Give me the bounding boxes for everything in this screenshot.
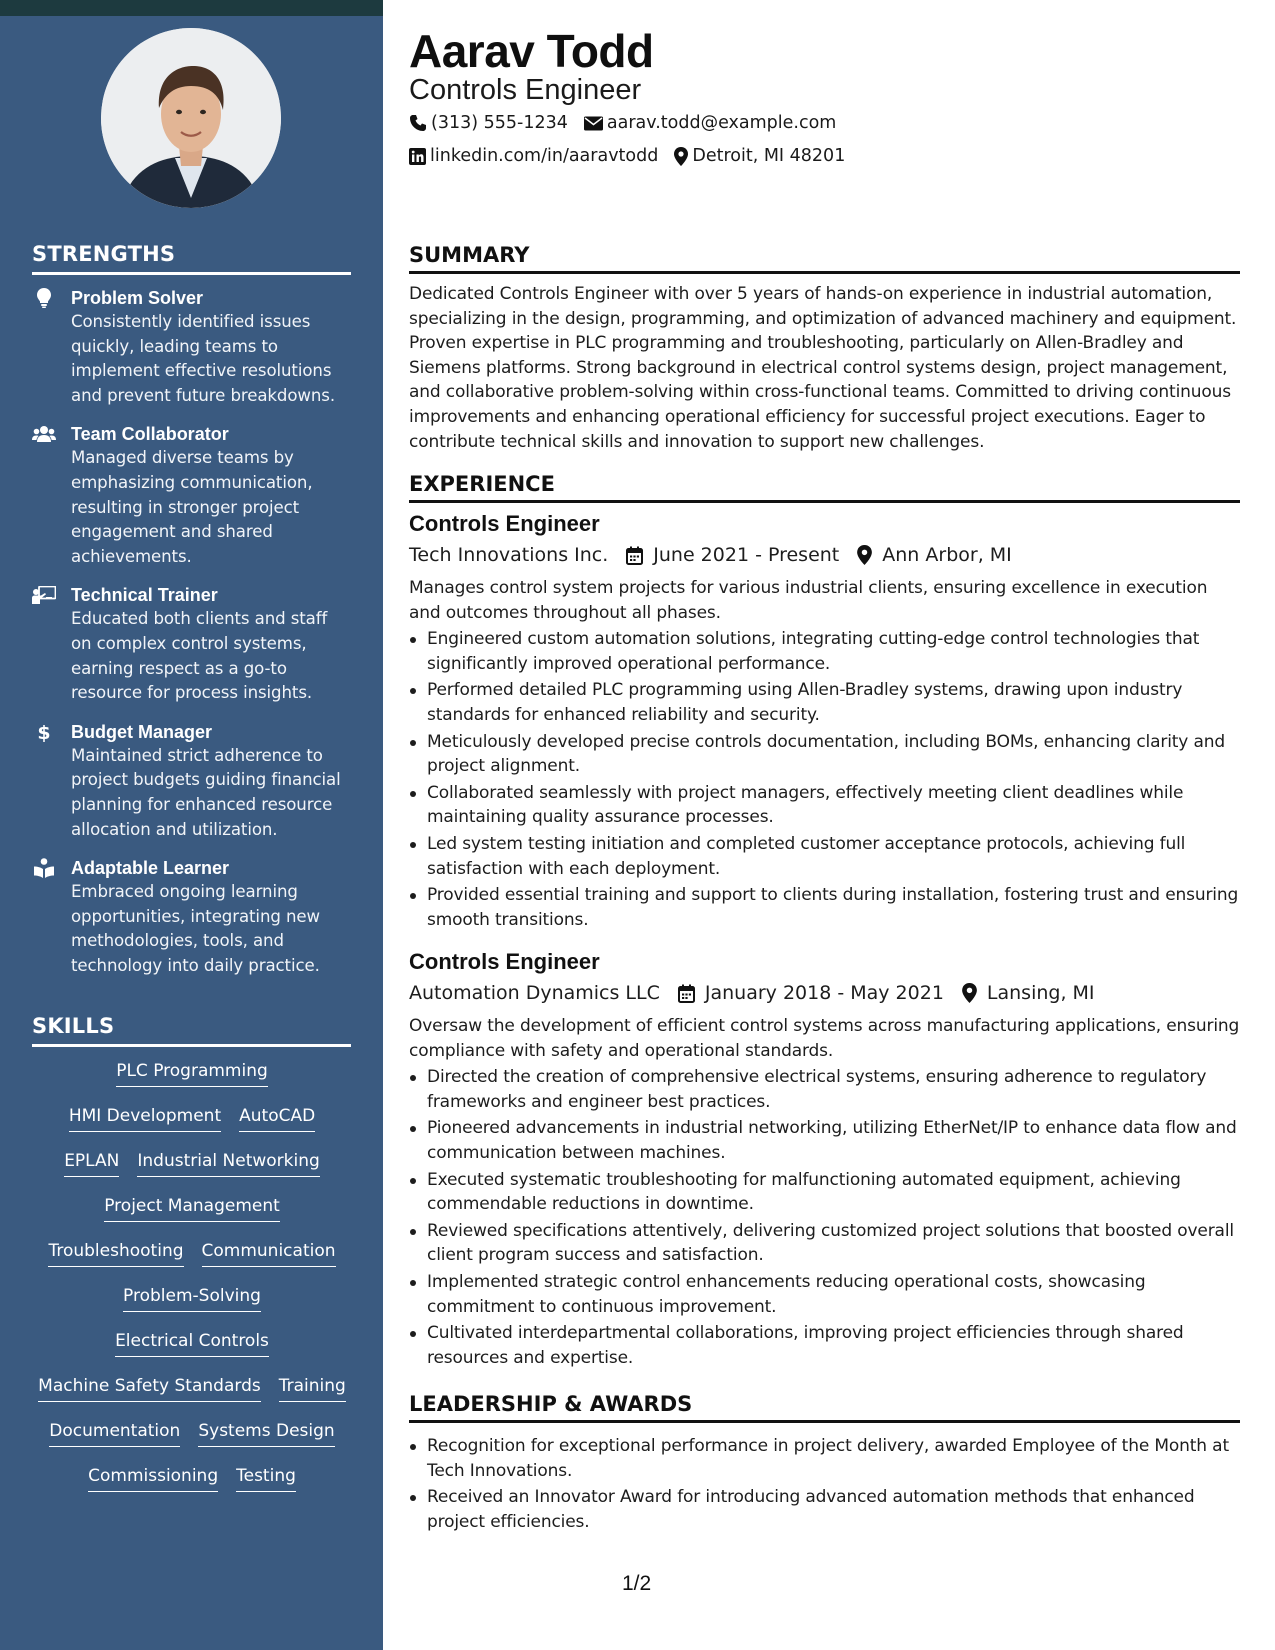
skills-heading: SKILLS [32, 1014, 351, 1047]
strength-title: Technical Trainer [71, 585, 218, 606]
users-icon [32, 424, 56, 444]
strength-title: Problem Solver [71, 288, 204, 308]
job-dates: June 2021 - Present [653, 544, 840, 566]
company-name: Tech Innovations Inc. [409, 544, 609, 566]
leadership-list [409, 1432, 1240, 1534]
experience-heading: EXPERIENCE [409, 472, 1240, 503]
list-item: Implemented strategic control enhancements reducing operational costs, showcasing commitment to continuous improvement. [409, 1270, 1240, 1319]
strength-description: Managed diverse teams by emphasizing communication, resulting in stronger project engagement and shared achievements. [71, 448, 313, 566]
list-item: Received an Innovator Award for introducing advanced automation methods that enhanced project efficiencies. [409, 1485, 1240, 1534]
list-item: Pioneered advancements in industrial networking, utilizing EtherNet/IP to enhance data flow and communication between machines. [409, 1116, 1240, 1165]
skill-tag: AutoCAD [239, 1105, 315, 1132]
list-item: Directed the creation of comprehensive electrical systems, ensuring adherence to regulatory frameworks and engineer best practices. [409, 1065, 1240, 1114]
skill-row [32, 1465, 352, 1510]
skills-list [32, 1060, 352, 1510]
job-dates: January 2018 - May 2021 [704, 982, 944, 1004]
lightbulb-icon [32, 288, 56, 308]
skill-tag: Machine Safety Standards [38, 1375, 261, 1402]
calendar-icon [626, 546, 643, 565]
skill-row [32, 1195, 352, 1240]
strength-item [32, 856, 352, 978]
company-name: Automation Dynamics LLC [409, 982, 660, 1004]
list-item: Performed detailed PLC programming using Allen-Bradley systems, drawing upon industry standards for enhanced reliability and security. [409, 678, 1240, 727]
location-text: Detroit, MI 48201 [692, 146, 846, 166]
email-text: aarav.todd@example.com [606, 113, 837, 133]
job-entry-title: Controls Engineer [409, 511, 600, 536]
map-marker-icon [962, 983, 977, 1003]
candidate-name: Aarav Todd [409, 25, 654, 77]
list-item: Reviewed specifications attentively, delivering customized project solutions that boosted overall client program success and satisfaction. [409, 1219, 1240, 1268]
phone-text: (313) 555-1234 [431, 113, 568, 133]
job-title: Controls Engineer [409, 74, 642, 106]
skill-tag: Testing [236, 1465, 296, 1492]
list-item: Led system testing initiation and completed customer acceptance protocols, achieving full satisfaction with each deployment. [409, 832, 1240, 881]
skill-tag: HMI Development [69, 1105, 221, 1132]
skill-tag: Industrial Networking [137, 1150, 319, 1177]
contact-row [409, 146, 861, 166]
strength-title: Budget Manager [71, 721, 213, 742]
summary-text: Dedicated Controls Engineer with over 5 years of hands-on experience in industrial automation, specializing in the design, programming, and optimization of advanced machinery and equipment. Proven expertise in PLC programming and troubleshooting, particularly on Allen-Bradley and Siemens platforms. Strong background in electrical control systems design, project management, and collaborative problem-solving within cross-functional teams. Committed to driving continuous improvements and enhancing operational efficiency for successful project executions. Eager to contribute technical skills and innovation to support new challenges. [409, 284, 1237, 452]
strength-description: Consistently identified issues quickly, leading teams to implement effective resolutions and prevent future breakdowns. [71, 312, 336, 405]
linkedin-text: linkedin.com/in/aaravtodd [430, 146, 659, 166]
phone-contact[interactable] [409, 113, 568, 133]
strength-description: Embraced ongoing learning opportunities, integrating new methodologies, tools, and technology into daily practice. [71, 882, 320, 975]
job-location: Ann Arbor, MI [882, 544, 1012, 566]
list-item: Provided essential training and support to clients during installation, fostering trust and ensuring smooth transitions. [409, 883, 1240, 932]
strength-item [32, 422, 352, 569]
skill-row [32, 1375, 352, 1420]
skill-tag: PLC Programming [116, 1060, 268, 1087]
job-bullets [409, 1065, 1240, 1370]
map-marker-icon [674, 147, 688, 166]
list-item: Executed systematic troubleshooting for malfunctioning automated equipment, achieving commendable reductions in downtime. [409, 1168, 1240, 1217]
job-meta [409, 540, 1240, 570]
strength-item [32, 720, 352, 842]
profile-photo [101, 28, 281, 208]
strengths-heading: STRENGTHS [32, 242, 351, 275]
job-bullets [409, 627, 1240, 932]
skill-row [32, 1240, 352, 1285]
location-contact [674, 146, 845, 166]
skill-row [32, 1060, 352, 1105]
list-item: Recognition for exceptional performance in project delivery, awarded Employee of the Month at Tech Innovations. [409, 1434, 1240, 1483]
job-description: Manages control system projects for various industrial clients, ensuring excellence in execution and outcomes throughout all phases. [409, 578, 1208, 623]
skill-tag: Commissioning [88, 1465, 218, 1492]
strength-description: Maintained strict adherence to project budgets guiding financial planning for enhanced resource allocation and utilization. [71, 745, 341, 839]
phone-icon [409, 114, 427, 132]
envelope-icon [584, 116, 603, 131]
skill-tag: Problem-Solving [123, 1285, 261, 1312]
skill-row [32, 1285, 352, 1330]
dollar-icon [32, 722, 56, 742]
list-item: Cultivated interdepartmental collaborations, improving project efficiencies through shared resources and expertise. [409, 1321, 1240, 1370]
skill-tag: Systems Design [198, 1420, 334, 1447]
skill-tag: Documentation [49, 1420, 180, 1447]
skill-row [32, 1105, 352, 1150]
skill-tag: Training [279, 1375, 346, 1402]
job-entry [409, 510, 1240, 932]
svg-text:$: $ [37, 721, 51, 743]
job-description: Oversaw the development of efficient control systems across manufacturing applications, ensuring compliance with safety and operational standards. [409, 1016, 1240, 1061]
list-item: Engineered custom automation solutions, integrating cutting-edge control technologies that significantly improved operational performance. [409, 627, 1240, 676]
skill-tag: EPLAN [64, 1150, 119, 1177]
skill-tag: Communication [202, 1240, 336, 1267]
strength-description: Educated both clients and staff on complex control systems, earning respect as a go-to resource for process insights. [71, 609, 328, 703]
leadership-heading: LEADERSHIP & AWARDS [409, 1392, 1240, 1423]
linkedin-icon [409, 148, 426, 165]
strengths-list [32, 286, 352, 992]
strength-item [32, 583, 352, 705]
map-marker-icon [857, 545, 872, 565]
linkedin-contact[interactable] [409, 146, 658, 166]
skill-tag: Troubleshooting [48, 1240, 183, 1267]
contact-row [409, 113, 852, 133]
skill-row [32, 1330, 352, 1375]
list-item: Collaborated seamlessly with project managers, effectively meeting client deadlines while maintaining quality assurance processes. [409, 781, 1240, 830]
calendar-icon [678, 984, 695, 1003]
strength-title: Adaptable Learner [71, 858, 230, 879]
strength-title: Team Collaborator [71, 424, 229, 445]
book-reader-icon [32, 858, 56, 878]
sidebar [0, 0, 383, 1650]
email-contact[interactable] [584, 113, 836, 133]
skill-tag: Project Management [104, 1195, 280, 1222]
summary-heading: SUMMARY [409, 243, 1240, 274]
job-location: Lansing, MI [986, 982, 1095, 1004]
job-entry [409, 948, 1240, 1370]
chalkboard-teacher-icon [32, 585, 56, 605]
sidebar-top-bar [0, 0, 383, 16]
skill-row [32, 1420, 352, 1465]
job-entry-title: Controls Engineer [409, 949, 600, 974]
skill-row [32, 1150, 352, 1195]
strength-item [32, 286, 352, 408]
job-meta [409, 978, 1240, 1008]
skill-tag: Electrical Controls [115, 1330, 269, 1357]
list-item: Meticulously developed precise controls documentation, including BOMs, enhancing clarity and project alignment. [409, 730, 1240, 779]
page-number: 1/2 [622, 1572, 652, 1595]
